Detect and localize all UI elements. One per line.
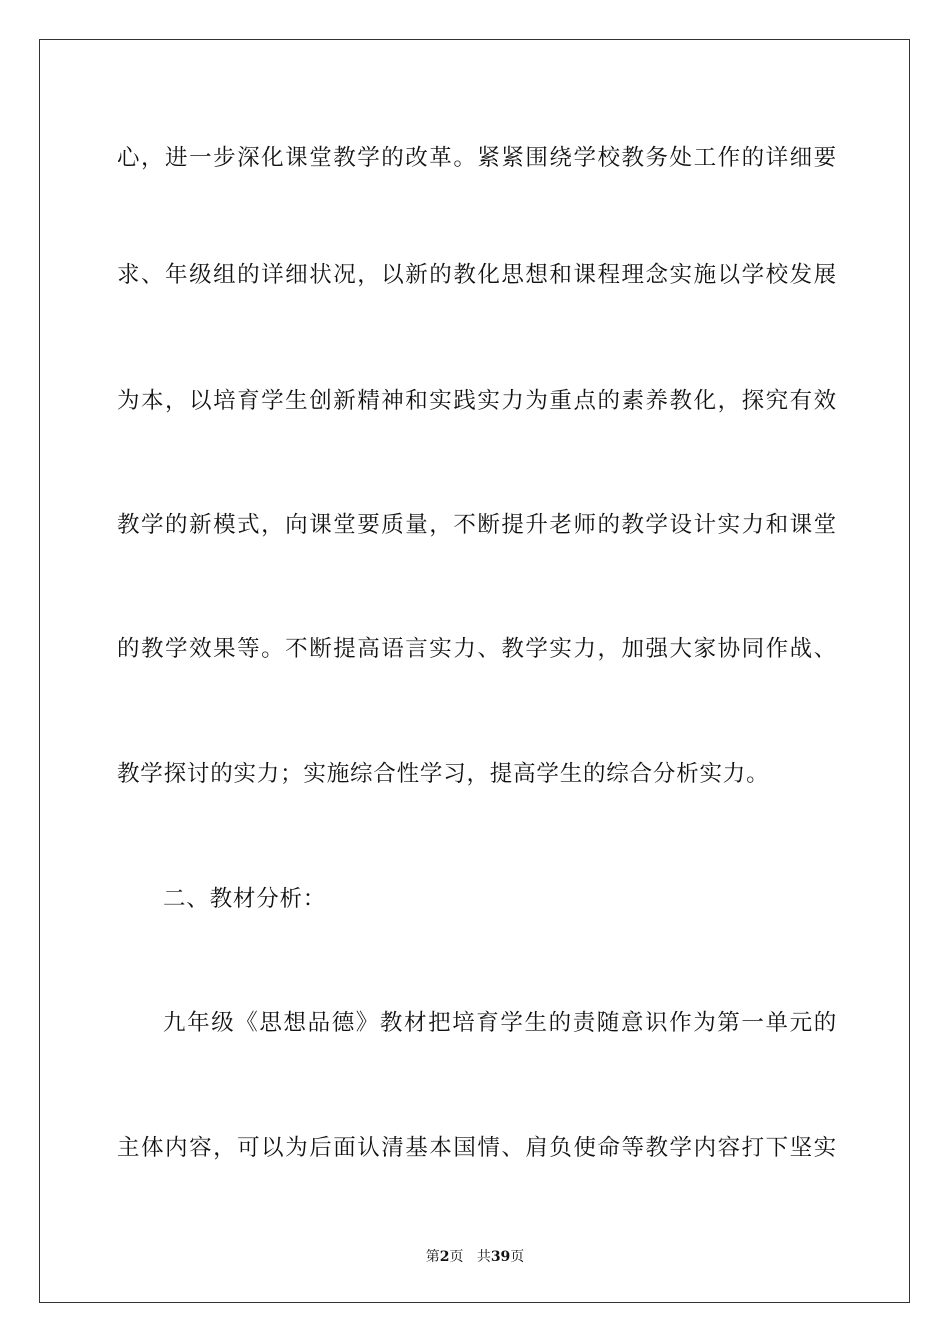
body-line-6: 教学探讨的实力；实施综合性学习，提高学生的综合分析实力。 (117, 761, 770, 787)
page-suffix: 页 (449, 1249, 464, 1265)
body-line-1: 心，进一步深化课堂教学的改革。紧紧围绕学校教务处工作的详细要 (117, 145, 837, 171)
total-prefix: 共 (476, 1249, 491, 1265)
total-pages: 39 (490, 1249, 511, 1265)
body-line-5: 的教学效果等。不断提高语言实力、教学实力，加强大家协同作战、 (117, 636, 837, 662)
body-line-4: 教学的新模式，向课堂要质量，不断提升老师的教学设计实力和课堂 (117, 512, 837, 538)
page-number: 2 (439, 1249, 450, 1265)
body-line-8: 九年级《思想品德》教材把培育学生的责随意识作为第一单元的 (163, 1010, 837, 1036)
body-line-2: 求、年级组的详细状况，以新的教化思想和课程理念实施以学校发展 (117, 262, 837, 288)
body-line-3: 为本，以培育学生创新精神和实践实力为重点的素养教化，探究有效 (117, 388, 837, 414)
page-prefix: 第 (425, 1249, 440, 1265)
section-heading: 二、教材分析： (163, 886, 327, 912)
page-footer (0, 1248, 950, 1266)
body-line-9: 主体内容，可以为后面认清基本国情、肩负使命等教学内容打下坚实 (117, 1135, 837, 1161)
page-border (39, 39, 910, 1303)
total-suffix: 页 (510, 1249, 525, 1265)
